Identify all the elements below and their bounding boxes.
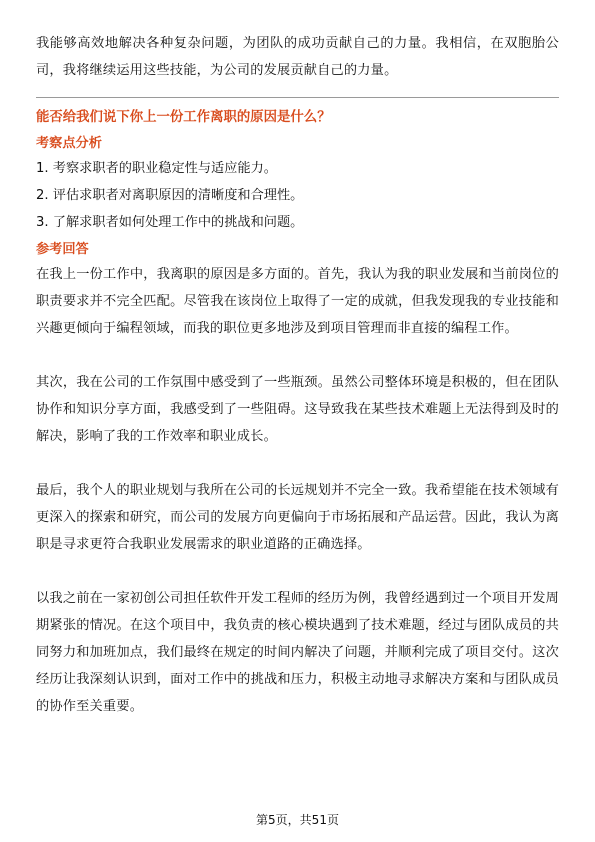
answer-paragraph-2: 其次，我在公司的工作氛围中感受到了一些瓶颈。虽然公司整体环境是积极的，但在团队协作和知识分享方面，我感受到了一些阻碍。这导致我在某些技术难题上无法得到及时的解决，影响了我的工作效率和职业成长。: [36, 375, 559, 444]
analysis-item-3: 3. 了解求职者如何处理工作中的挑战和问题。: [36, 215, 304, 230]
paragraph-spacer: [36, 342, 559, 369]
answer-paragraph-1: 在我上一份工作中，我离职的原因是多方面的。首先，我认为我的职业发展和当前岗位的职责要求并不完全匹配。尽管我在该岗位上取得了一定的成就，但我发现我的专业技能和兴趣更倾向于编程领域，而我的职位更多地涉及到项目管理而非直接的编程工作。: [36, 267, 559, 336]
answer-label: 参考回答: [36, 242, 89, 257]
question-heading: 能否给我们说下你上一份工作离职的原因是什么？: [36, 110, 331, 125]
paragraph-spacer: [36, 558, 559, 585]
intro-paragraph: 我能够高效地解决各种复杂问题，为团队的成功贡献自己的力量。我相信，在双胞胎公司，我将继续运用这些技能，为公司的发展贡献自己的力量。: [36, 36, 559, 78]
document-page: [36, 30, 559, 720]
section-divider: [36, 97, 559, 98]
analysis-label: 考察点分析: [36, 136, 102, 151]
page-footer: [0, 811, 595, 828]
analysis-item-1: 1. 考察求职者的职业稳定性与适应能力。: [36, 161, 277, 176]
page-indicator: 第5页，共51页: [256, 813, 339, 827]
analysis-item-2: 2. 评估求职者对离职原因的清晰度和合理性。: [36, 188, 304, 203]
answer-paragraph-4: 以我之前在一家初创公司担任软件开发工程师的经历为例，我曾经遇到过一个项目开发周期紧张的情况。在这个项目中，我负责的核心模块遇到了技术难题，经过与团队成员的共同努力和加班加点，我们最终在规定的时间内解决了问题，并顺利完成了项目交付。这次经历让我深刻认识到，面对工作中的挑战和压力，积极主动地寻求解决方案和与团队成员的协作至关重要。: [36, 591, 559, 714]
answer-paragraph-3: 最后，我个人的职业规划与我所在公司的长远规划并不完全一致。我希望能在技术领域有更深入的探索和研究，而公司的发展方向更偏向于市场拓展和产品运营。因此，我认为离职是寻求更符合我职业发展需求的职业道路的正确选择。: [36, 483, 559, 552]
paragraph-spacer: [36, 450, 559, 477]
